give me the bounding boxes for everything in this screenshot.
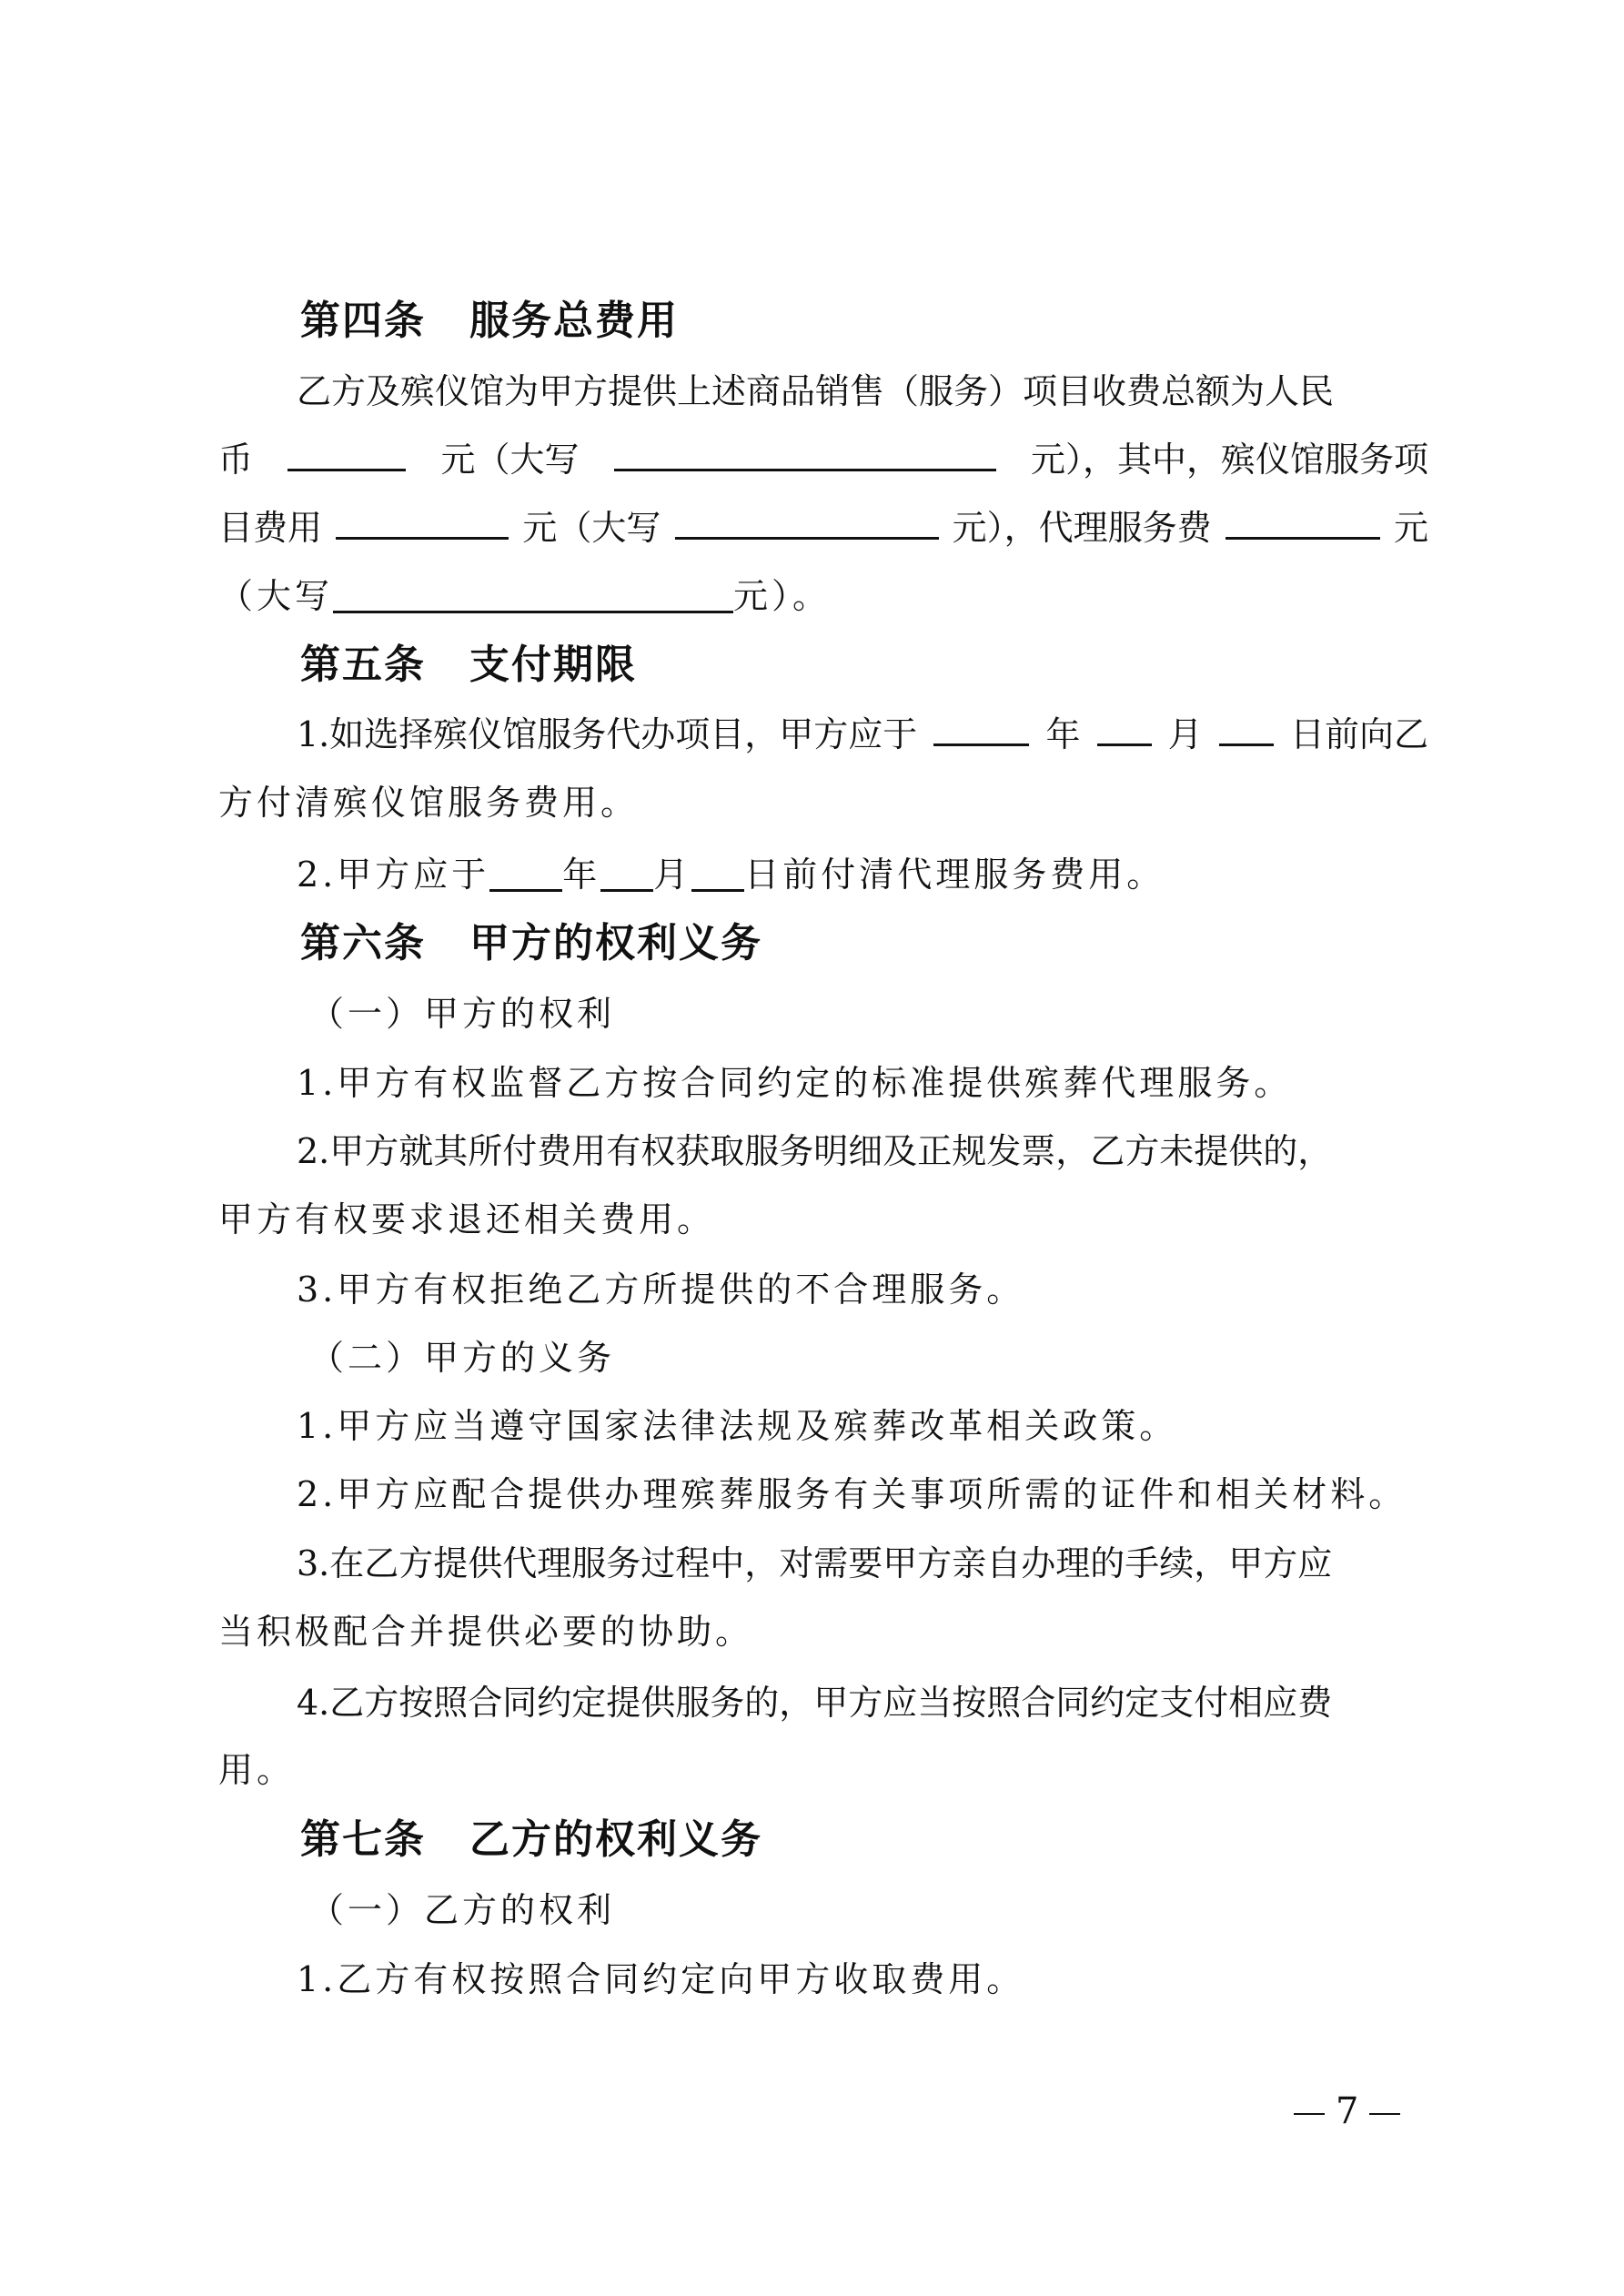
article-6-duties-item-4-line-2: 用。: [218, 1750, 296, 1790]
article-6-duties-item-4-line-1: 4.乙方按照合同约定提供服务的，甲方应当按照合同约定支付相应费: [297, 1683, 1333, 1723]
article-7-rights-item-1: 1.乙方有权按照合同约定向甲方收取费用。: [297, 1959, 1025, 1999]
article-4-heading: [300, 288, 679, 355]
month-blank: [1097, 707, 1152, 746]
year-blank: [933, 707, 1029, 746]
article-6-rights-title: （一）甲方的权利: [309, 994, 616, 1034]
article-7-rights-title: （一）乙方的权利: [309, 1890, 616, 1930]
total-amount-words-blank: [614, 432, 996, 471]
article-4-title: 服务总费用: [469, 298, 679, 344]
article-6-title: 甲方的权利义务: [469, 920, 762, 966]
total-amount-blank: [287, 432, 406, 471]
article-4-line-1: [297, 358, 1428, 425]
article-6-number: 第六条: [300, 920, 426, 966]
day-blank: [691, 853, 744, 892]
agency-fee-blank: [1226, 501, 1380, 540]
day-blank: [1219, 707, 1274, 746]
article-6-rights-item-3: 3.甲方有权拒绝乙方所提供的不合理服务。: [297, 1269, 1025, 1310]
article-7-title: 乙方的权利义务: [469, 1816, 762, 1863]
article-6-duties-item-1: 1.甲方应当遵守国家法律法规及殡葬改革相关政策。: [297, 1406, 1178, 1446]
dash-right: [1369, 2113, 1400, 2115]
agency-fee-words-blank: [333, 574, 733, 613]
dash-left: [1294, 2113, 1325, 2115]
article-4-line-2: 币 元（大写 元），其中，殡仪馆服务项: [218, 426, 1428, 493]
article-5-item-1-line-1: 1.如选择殡仪馆服务代办项目，甲方应于 年 月 日前向乙: [297, 701, 1428, 768]
funeral-home-fee-words-blank: [675, 501, 939, 540]
article-5-title: 支付期限: [469, 642, 637, 688]
article-6-rights-item-2-line-2: 甲方有权要求退还相关费用。: [218, 1199, 716, 1239]
article-4-line-4: （大写 元）。: [218, 576, 832, 616]
article-6-heading: [300, 910, 762, 977]
article-4-number: 第四条: [300, 298, 426, 344]
month-blank: [600, 853, 653, 892]
article-7-heading: [300, 1806, 762, 1874]
article-6-rights-item-1: 1.甲方有权监督乙方按合同约定的标准提供殡葬代理服务。: [297, 1063, 1293, 1103]
article-5-heading: [300, 632, 637, 699]
article-6-duties-item-3-line-2: 当积极配合并提供必要的协助。: [218, 1612, 754, 1652]
article-6-duties-title: （二）甲方的义务: [309, 1338, 616, 1378]
article-6-duties-item-3-line-1: 3.在乙方提供代理服务过程中，对需要甲方亲自办理的手续，甲方应: [297, 1543, 1333, 1583]
article-6-rights-item-2-line-1: 2.甲方就其所付费用有权获取服务明细及正规发票，乙方未提供的，: [297, 1131, 1333, 1171]
article-5-number: 第五条: [300, 642, 426, 688]
article-7-number: 第七条: [300, 1816, 426, 1863]
page-number: [1283, 2084, 1411, 2139]
article-5-item-2: 2.甲方应于 年 月 日前付清代理服务费用。: [297, 855, 1165, 895]
article-5-item-1-line-2: 方付清殡仪馆服务费用。: [218, 783, 640, 823]
year-blank: [489, 853, 562, 892]
article-6-duties-item-2: 2.甲方应配合提供办理殡葬服务有关事项所需的证件和相关材料。: [297, 1474, 1407, 1514]
funeral-home-fee-blank: [336, 501, 509, 540]
article-4-text: 乙方及殡仪馆为甲方提供上述商品销售（服务）项目收费总额为人民: [297, 371, 1335, 411]
page-number-value: 7: [1336, 2090, 1359, 2132]
article-4-line-3: 目费用 元（大写 元），代理服务费 元: [218, 494, 1428, 561]
